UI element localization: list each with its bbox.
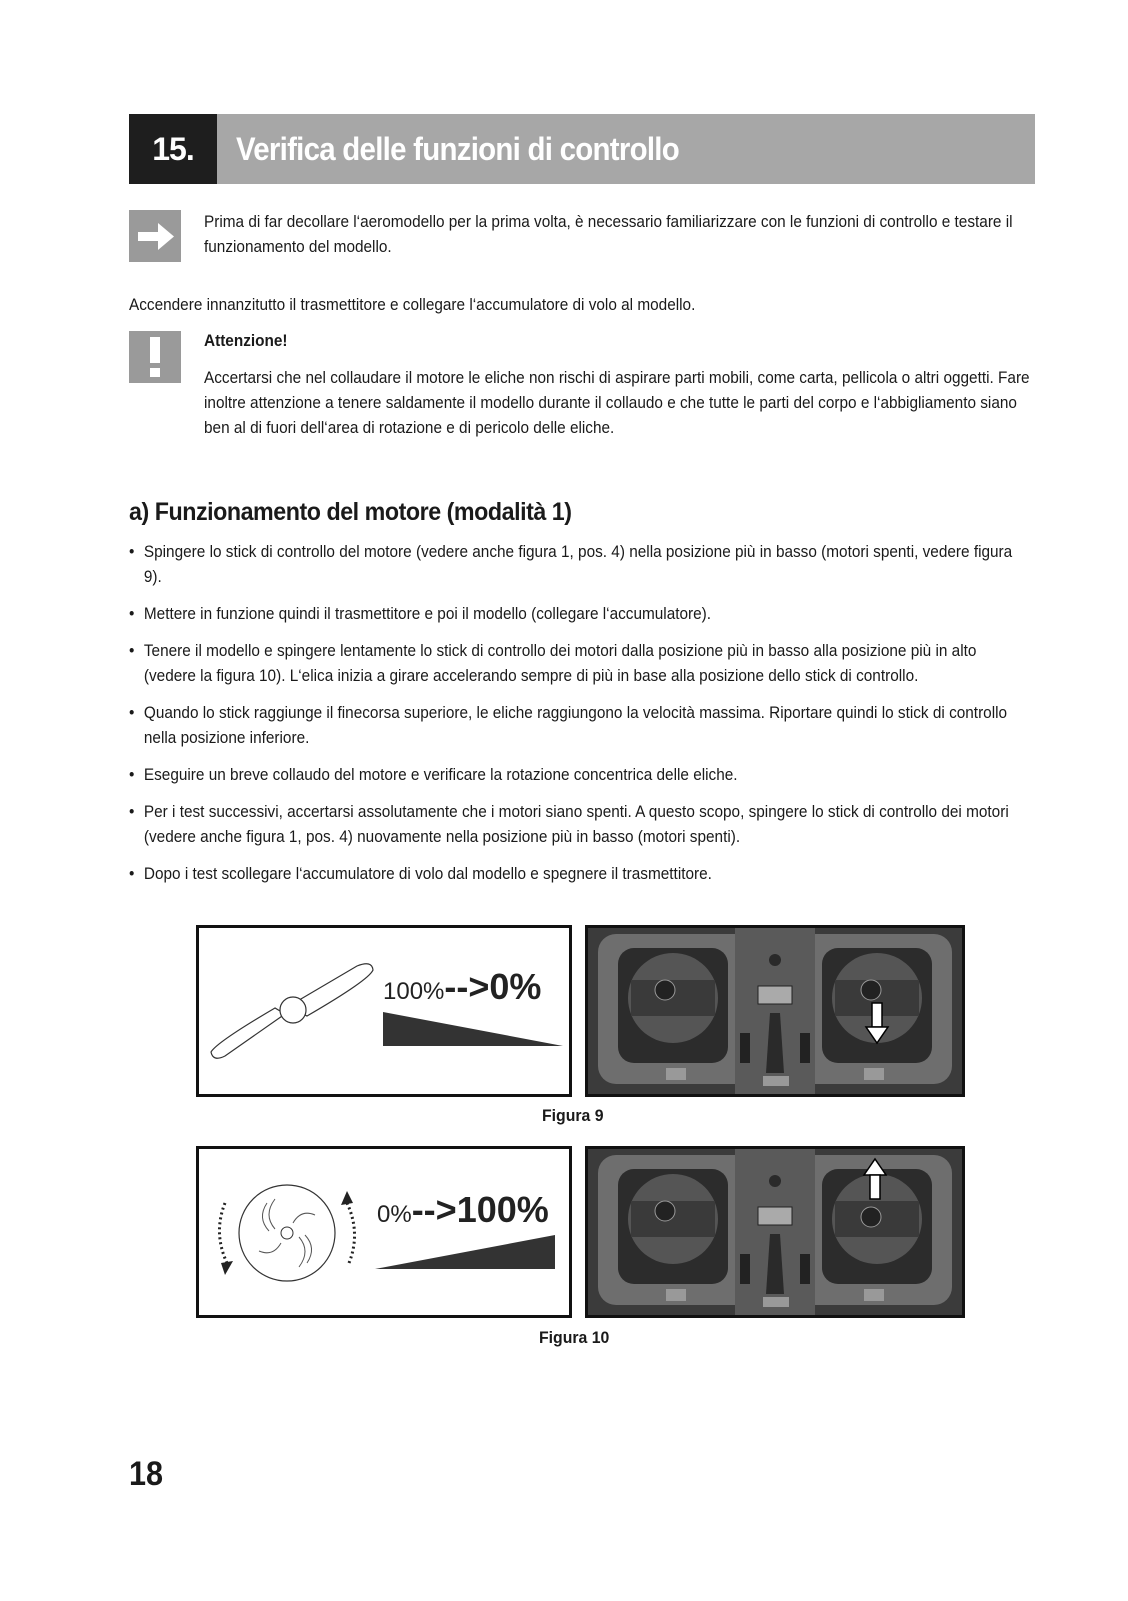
propeller-stopped-icon	[207, 958, 382, 1068]
intro-text: Prima di far decollare l‘aeromodello per la prima volta, è necessario familiarizzare con le funzioni di controllo e testare il funzionamento del modello.	[204, 213, 1013, 256]
list-item-text: Eseguire un breve collaudo del motore e verificare la rotazione concentrica delle eliche.	[143, 766, 738, 784]
list-item	[129, 800, 1017, 850]
bullet-dot: •	[129, 605, 135, 623]
figure9-diagram	[196, 925, 572, 1097]
fig10-from-label: 0%	[377, 1201, 412, 1228]
list-item-text: Tenere il modello e spingere lentamente lo stick di controllo dei motori dalla posizione più in basso alla posizione più in alto (vedere la figura 10). L‘elica inizia a girare accelerando sempre di più in base alla posizione dello stick di controllo.	[143, 642, 977, 685]
list-item-text: Mettere in funzione quindi il trasmettitore e poi il modello (collegare l‘accumulatore).	[143, 605, 712, 623]
bullet-dot: •	[129, 803, 135, 821]
propeller-spinning-icon	[207, 1163, 367, 1303]
figure10-caption: Figura 10	[539, 1328, 610, 1347]
increasing-ramp	[375, 1235, 557, 1275]
bullet-dot: •	[129, 865, 135, 883]
transmitter-image	[588, 928, 962, 1094]
throttle-label-fig9	[383, 966, 541, 1008]
arrow-right-icon	[129, 210, 181, 262]
switch-on-text: Accendere innanzitutto il trasmettitore e collegare l‘accumulatore di volo al modello.	[129, 296, 696, 314]
section-number: 15.	[129, 114, 217, 184]
list-item	[129, 639, 1017, 689]
fig9-from-label: 100%	[383, 978, 445, 1005]
fig9-arrow-label: -->	[444, 966, 490, 1007]
exclamation-icon	[129, 331, 181, 383]
fig9-to-label: 0%	[489, 966, 542, 1007]
bullet-dot: •	[129, 704, 135, 722]
list-item	[129, 701, 1017, 751]
section-title: Verifica delle funzioni di controllo	[236, 130, 679, 167]
decreasing-ramp	[383, 1012, 565, 1052]
list-item	[129, 602, 1017, 627]
fig10-to-label: 100%	[456, 1189, 549, 1230]
page-number: 18	[129, 1455, 164, 1493]
list-item-text: Dopo i test scollegare l‘accumulatore di volo dal modello e spegnere il trasmettitore.	[143, 865, 712, 883]
bullet-dot: •	[129, 543, 135, 561]
figure10-transmitter-photo	[585, 1146, 965, 1318]
list-item	[129, 540, 1017, 590]
fig10-arrow-label: -->	[411, 1189, 457, 1230]
bullet-dot: •	[129, 642, 135, 660]
figure9-caption: Figura 9	[542, 1106, 604, 1125]
warning-title: Attenzione!	[204, 332, 288, 350]
bullet-dot: •	[129, 766, 135, 784]
list-item	[129, 862, 1017, 887]
transmitter-image	[588, 1149, 962, 1315]
bullet-list	[129, 540, 1017, 899]
subsection-title: a) Funzionamento del motore (modalità 1)	[129, 498, 572, 526]
section-header	[129, 114, 1035, 184]
list-item-text: Spingere lo stick di controllo del motore (vedere anche figura 1, pos. 4) nella posizione più in basso (motori spenti, vedere figura 9).	[143, 543, 1013, 586]
list-item-text: Quando lo stick raggiunge il finecorsa superiore, le eliche raggiungono la velocità massima. Riportare quindi lo stick di controllo nella posizione inferiore.	[143, 704, 1008, 747]
figure10-diagram	[196, 1146, 572, 1318]
warning-text: Accertarsi che nel collaudare il motore le eliche non rischi di aspirare parti mobili, come carta, pellicola o altri oggetti. Fare inoltre attenzione a tenere saldamente il modello durante il collaudo e che tutte le parti del corpo e l‘abbigliamento siano ben al di fuori dell‘area di rotazione e di pericolo delle eliche.	[204, 369, 1030, 437]
throttle-label-fig10	[377, 1189, 549, 1231]
figure9-transmitter-photo	[585, 925, 965, 1097]
list-item-text: Per i test successivi, accertarsi assolutamente che i motori siano spenti. A questo scopo, spingere lo stick di controllo dei motori (vedere anche figura 1, pos. 4) nuovamente nella posizione più in basso (motori spenti).	[143, 803, 1009, 846]
list-item	[129, 763, 1017, 788]
